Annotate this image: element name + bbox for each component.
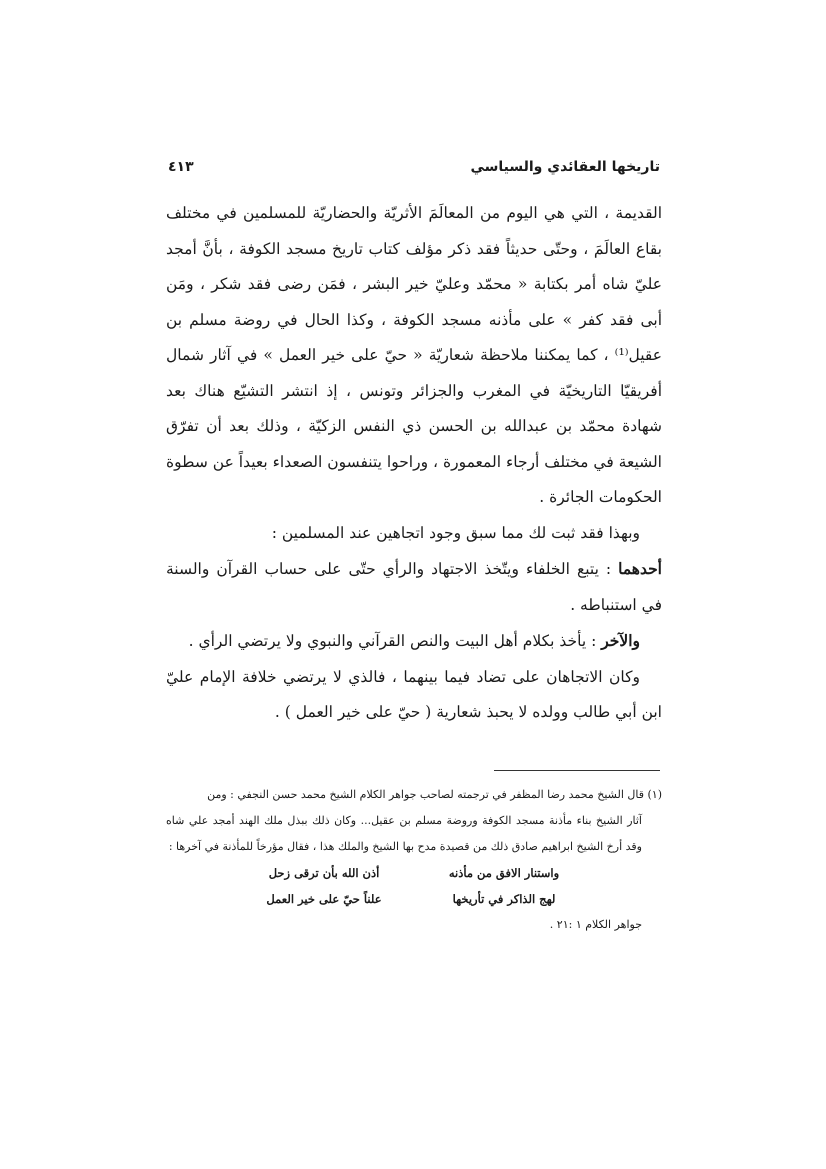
point-second-text: : يأخذ بكلام أهل البيت والنص القرآني والنبوي ولا يرتضي الرأي .	[188, 632, 602, 650]
poem-hemistich: أذن الله بأن ترقى زحل	[268, 866, 380, 880]
paragraph-two-trends: وبهذا فقد ثبت لك مما سبق وجود اتجاهين عند المسلمين :	[271, 523, 640, 542]
footnote-first-line: (١) قال الشيخ محمد رضا المظفر في ترجمته لصاحب جواهر الكلام الشيخ محمد حسن النجفي : ومن	[207, 788, 662, 801]
poem-hemistich: علناً حيّ على خير العمل	[266, 892, 382, 906]
point-first	[166, 551, 662, 623]
main-text	[166, 196, 662, 731]
point-first-text: : يتبع الخلفاء ويتّخذ الاجتهاد والرأي حتّى على حساب القرآن والسنة في استنباطه .	[166, 560, 662, 614]
footnote-poem	[166, 860, 662, 912]
footnote-continuation: آثار الشيخ بناء مأذنة مسجد الكوفة وروضة مسلم بن عقيل... وكان ذلك ببذل ملك الهند أمجد علي شاه وقد أرخ الشيخ ابراهيم صادق ذلك من قصيدة مدح بها الشيخ والملك هذا ، فقال مؤرخاً للمأذنة في آخرها :	[166, 814, 642, 853]
footnote-area	[166, 782, 662, 938]
poem-verse	[166, 886, 662, 912]
poem-verse	[166, 860, 662, 886]
page-number: ٤١٣	[168, 159, 194, 175]
point-first-lead: أحدهما	[618, 559, 662, 578]
running-title: تاريخها العقائدي والسياسي	[470, 159, 660, 175]
footnote-source: جواهر الكلام ١ :٢١ .	[549, 918, 642, 931]
footnote-separator	[494, 770, 660, 771]
paragraph-closing: وكان الاتجاهان على تضاد فيما بينهما ، فالذي لا يرتضي خلافة الإمام عليّ ابن أبي طالب وولده لا يحبذ شعارية ( حيّ على خير العمل ) .	[166, 667, 662, 721]
running-header	[168, 154, 660, 180]
poem-hemistich: واستنار الافق من مأذنه	[448, 866, 560, 880]
point-second-lead: والآخر	[601, 631, 640, 650]
poem-hemistich: لهج الذاكر في تأريخها	[452, 892, 556, 906]
paragraph-history: القديمة ، التي هي اليوم من المعالَمَ الأثريّة والحضاريّة للمسلمين في مختلف بقاع العالَمَ ، وحتّى حديثاً فقد ذكر مؤلف كتاب تاريخ مسجد الكوفة ، بأنَّ أمجد عليّ شاه أمر بكتابة « محمّد وعليّ خير البشر ، فمَن رضى فقد شكر ، ومَن أبى فقد كفر » على مأذنه مسجد الكوفة ، وكذا الحال في روضة مسلم بن عقيل⁽¹⁾ ، كما يمكننا ملاحظة شعاريّة « حيّ على خير العمل » في آثار شمال أفريقيّا التاريخيّة في المغرب والجزائر وتونس ، إذ انتشر التشيّع هناك بعد شهادة محمّد بن عبدالله بن الحسن ذي النفس الزكيّة ، وذلك بعد أن تفرّق الشيعة في مختلف أرجاء المعمورة ، وراحوا يتنفسون الصعداء بعيداً عن سطوة الحكومات الجائرة .	[166, 204, 662, 506]
point-second	[166, 623, 662, 660]
